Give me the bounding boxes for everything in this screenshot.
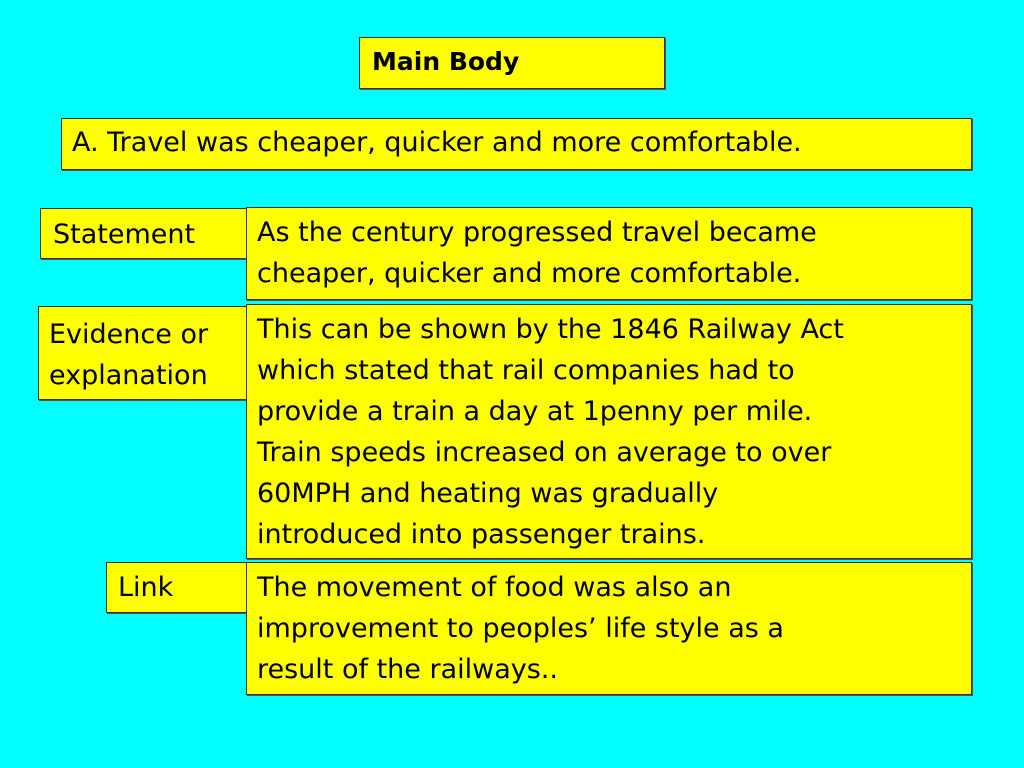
section-heading-box — [61, 118, 972, 170]
statement-label: Statement — [53, 219, 196, 250]
section-heading: A. Travel was cheaper, quicker and more comfortable. — [72, 127, 802, 158]
link-label-box — [106, 562, 250, 613]
statement-text-line: cheaper, quicker and more comfortable. — [257, 258, 802, 289]
evidence-text-line: which stated that rail companies had to — [257, 355, 795, 386]
link-text-line: The movement of food was also an — [257, 572, 732, 603]
evidence-label-line: explanation — [49, 360, 208, 391]
link-text-line: result of the railways.. — [257, 654, 558, 685]
evidence-text-line: This can be shown by the 1846 Railway Act — [257, 314, 844, 345]
statement-label-box — [40, 208, 250, 259]
evidence-label-line: Evidence or — [49, 319, 209, 350]
statement-text-box — [246, 207, 972, 300]
evidence-text-line: 60MPH and heating was gradually — [257, 478, 719, 509]
statement-text-line: As the century progressed travel became — [257, 217, 817, 248]
evidence-text-line: provide a train a day at 1penny per mile. — [257, 396, 813, 427]
slide-title-box — [359, 37, 665, 89]
slide-title: Main Body — [372, 47, 520, 76]
evidence-text-line: Train speeds increased on average to over — [257, 437, 832, 468]
link-label: Link — [118, 572, 174, 603]
evidence-text-line: introduced into passenger trains. — [257, 519, 706, 550]
evidence-text-box — [246, 304, 972, 559]
link-text-box — [246, 562, 972, 695]
evidence-label-box — [38, 306, 250, 400]
link-text-line: improvement to peoples’ life style as a — [257, 613, 784, 644]
